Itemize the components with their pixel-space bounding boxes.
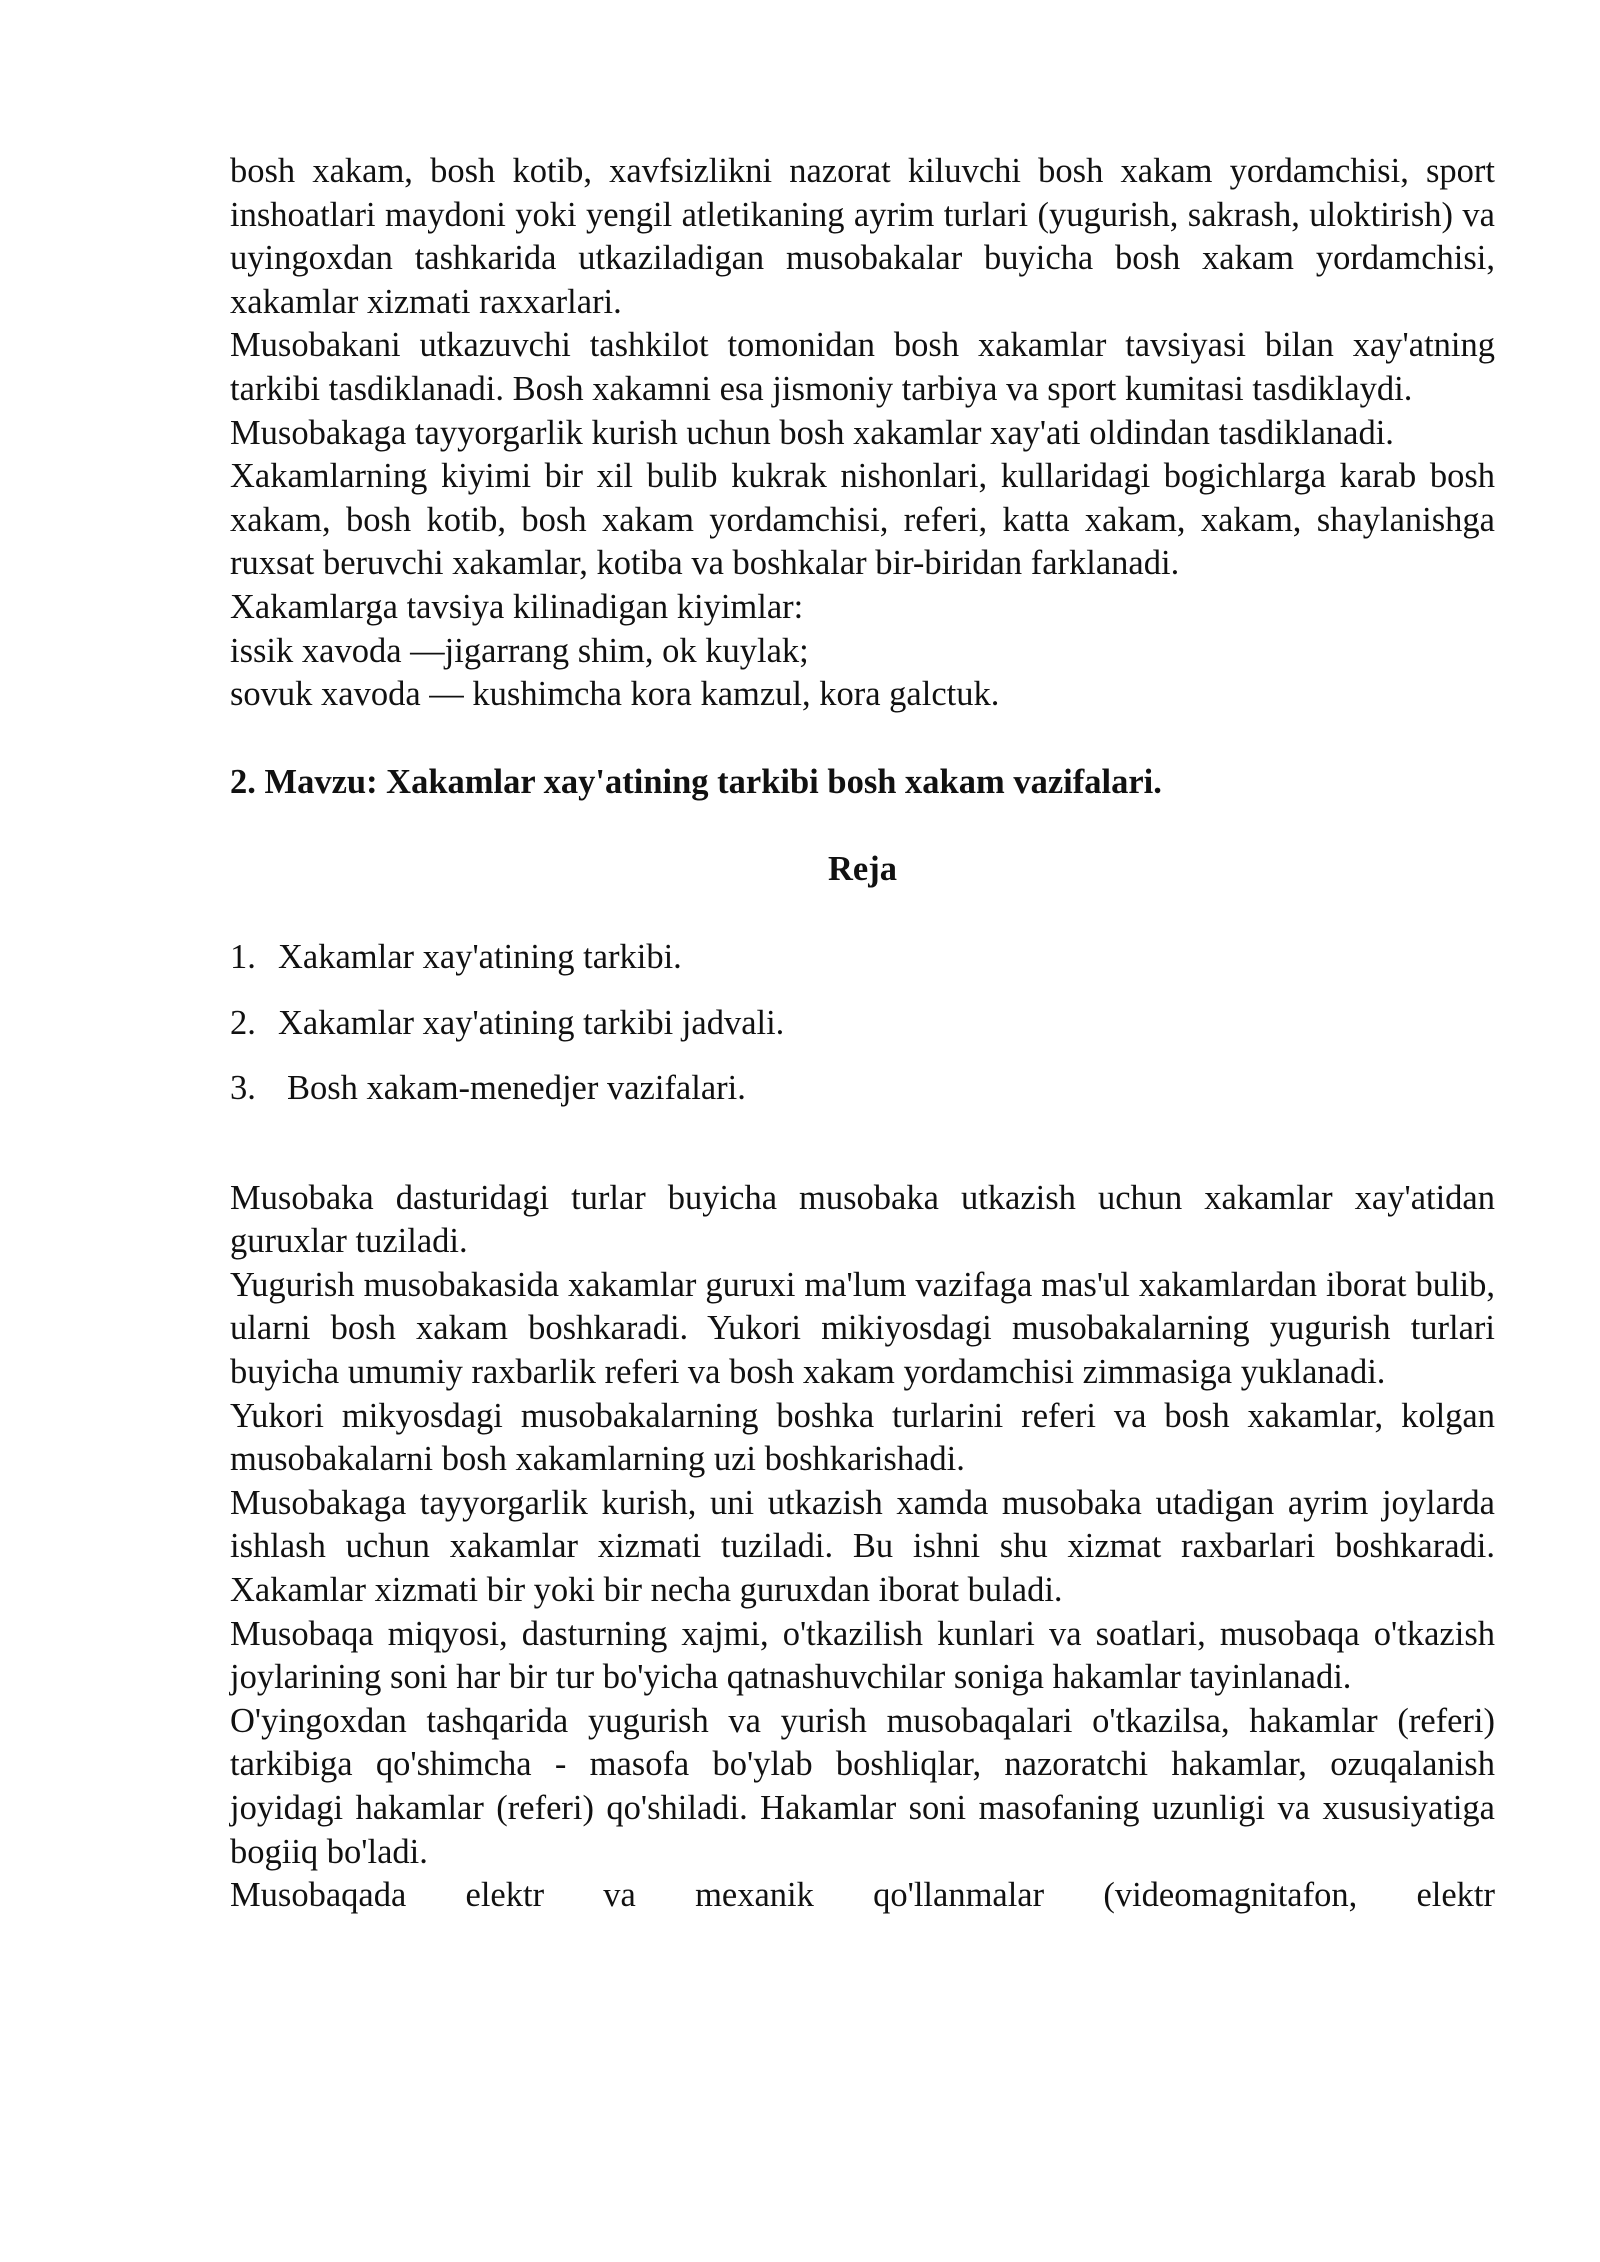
paragraph: Musobaqada elektr va mexanik qo'llanmalar (videomagnitafon, elektr bbox=[230, 1876, 1495, 1915]
paragraph: bosh xakam, bosh kotib, xavfsizlikni nazorat kiluvchi bosh xakam yordamchisi, sport inshoatlari maydoni yoki yengil atletikaning ayrim turlari (yugurish, sakrash, uloktirish) va uyingoxdan tashkarida utkaziladigan musobakalar buyicha bosh xakam yordamchisi, xakamlar xizmati raxxarlari. bbox=[230, 152, 1495, 321]
paragraph: Yukori mikyosdagi musobakalarning boshka turlarini referi va bosh xakamlar, kolgan musobakalarni bosh xakamlarning uzi boshkarishadi. bbox=[230, 1396, 1495, 1479]
spacer bbox=[230, 1133, 1495, 1177]
paragraph: Musobakaga tayyorgarlik kurish uchun bosh xakamlar xay'ati oldindan tasdiklanadi. bbox=[230, 413, 1394, 452]
paragraph: Musobaka dasturidagi turlar buyicha musobaka utkazish uchun xakamlar xay'atidan guruxlar tuziladi. bbox=[230, 1178, 1495, 1261]
document-page bbox=[230, 150, 1495, 1918]
plan-item-number: 3. bbox=[230, 1069, 256, 1108]
paragraph: issik xavoda —jigarrang shim, ok kuylak; bbox=[230, 631, 809, 670]
paragraph: Musobaqa miqyosi, dasturning xajmi, o'tkazilish kunlari va soatlari, musobaqa o'tkazish joylarining soni har bir tur bo'yicha qatnashuvchilar soniga hakamlar tayinlanadi. bbox=[230, 1614, 1495, 1697]
topic-heading: 2. Mavzu: Xakamlar xay'atining tarkibi bosh xakam vazifalari. bbox=[230, 762, 1162, 801]
plan-item-text: Xakamlar xay'atining tarkibi jadvali. bbox=[278, 1003, 785, 1042]
paragraph: Xakamlarning kiyimi bir xil bulib kukrak nishonlari, kullaridagi bogichlarga karab bosh xakam, bosh kotib, bosh xakam yordamchisi, referi, katta xakam, xakam, shaylanishga ruxsat beruvchi xakamlar, kotiba va boshkalar bir-biridan farklanadi. bbox=[230, 457, 1495, 583]
paragraph: Xakamlarga tavsiya kilinadigan kiyimlar: bbox=[230, 587, 804, 626]
plan-item-text: Xakamlar xay'atining tarkibi. bbox=[278, 937, 682, 976]
paragraph: Musobakaga tayyorgarlik kurish, uni utkazish xamda musobaka utadigan ayrim joylarda ishlash uchun xakamlar xizmati tuziladi. Bu ishni shu xizmat raxbarlari boshkaradi. Xakamlar xizmati bir yoki bir necha guruxdan iborat buladi. bbox=[230, 1483, 1495, 1610]
paragraph: Yugurish musobakasida xakamlar guruxi ma'lum vazifaga mas'ul xakamlardan iborat bulib, ularni bosh xakam boshkaradi. Yukori mikiyosdagi musobakalarning yugurish turlari buyicha umumiy raxbarlik referi va bosh xakam yordamchisi zimmasiga yuklanadi. bbox=[230, 1265, 1495, 1392]
paragraph: sovuk xavoda — kushimcha kora kamzul, kora galctuk. bbox=[230, 675, 1000, 714]
paragraph: O'yingoxdan tashqarida yugurish va yurish musobaqalari o'tkazilsa, hakamlar (referi) tarkibiga qo'shimcha - masofa bo'ylab boshliqlar, nazoratchi hakamlar, ozuqalanish joyidagi hakamlar (referi) qo'shiladi. Hakamlar soni masofaning uzunligi va xususiyatiga bogiiq bo'ladi. bbox=[230, 1701, 1495, 1871]
plan-item-number: 2. bbox=[230, 1003, 256, 1042]
plan-heading: Reja bbox=[828, 850, 897, 889]
plan-item bbox=[230, 1002, 1495, 1046]
paragraph: Musobakani utkazuvchi tashkilot tomonidan bosh xakamlar tavsiyasi bilan xay'atning tarkibi tasdiklanadi. Bosh xakamni esa jismoniy tarbiya va sport kumitasi tasdiklaydi. bbox=[230, 326, 1495, 408]
plan-list bbox=[230, 936, 1495, 1111]
plan-item bbox=[230, 936, 1495, 980]
plan-item bbox=[230, 1067, 1495, 1111]
plan-item-text: Bosh xakam-menedjer vazifalari. bbox=[287, 1069, 746, 1108]
plan-item-number: 1. bbox=[230, 937, 256, 976]
